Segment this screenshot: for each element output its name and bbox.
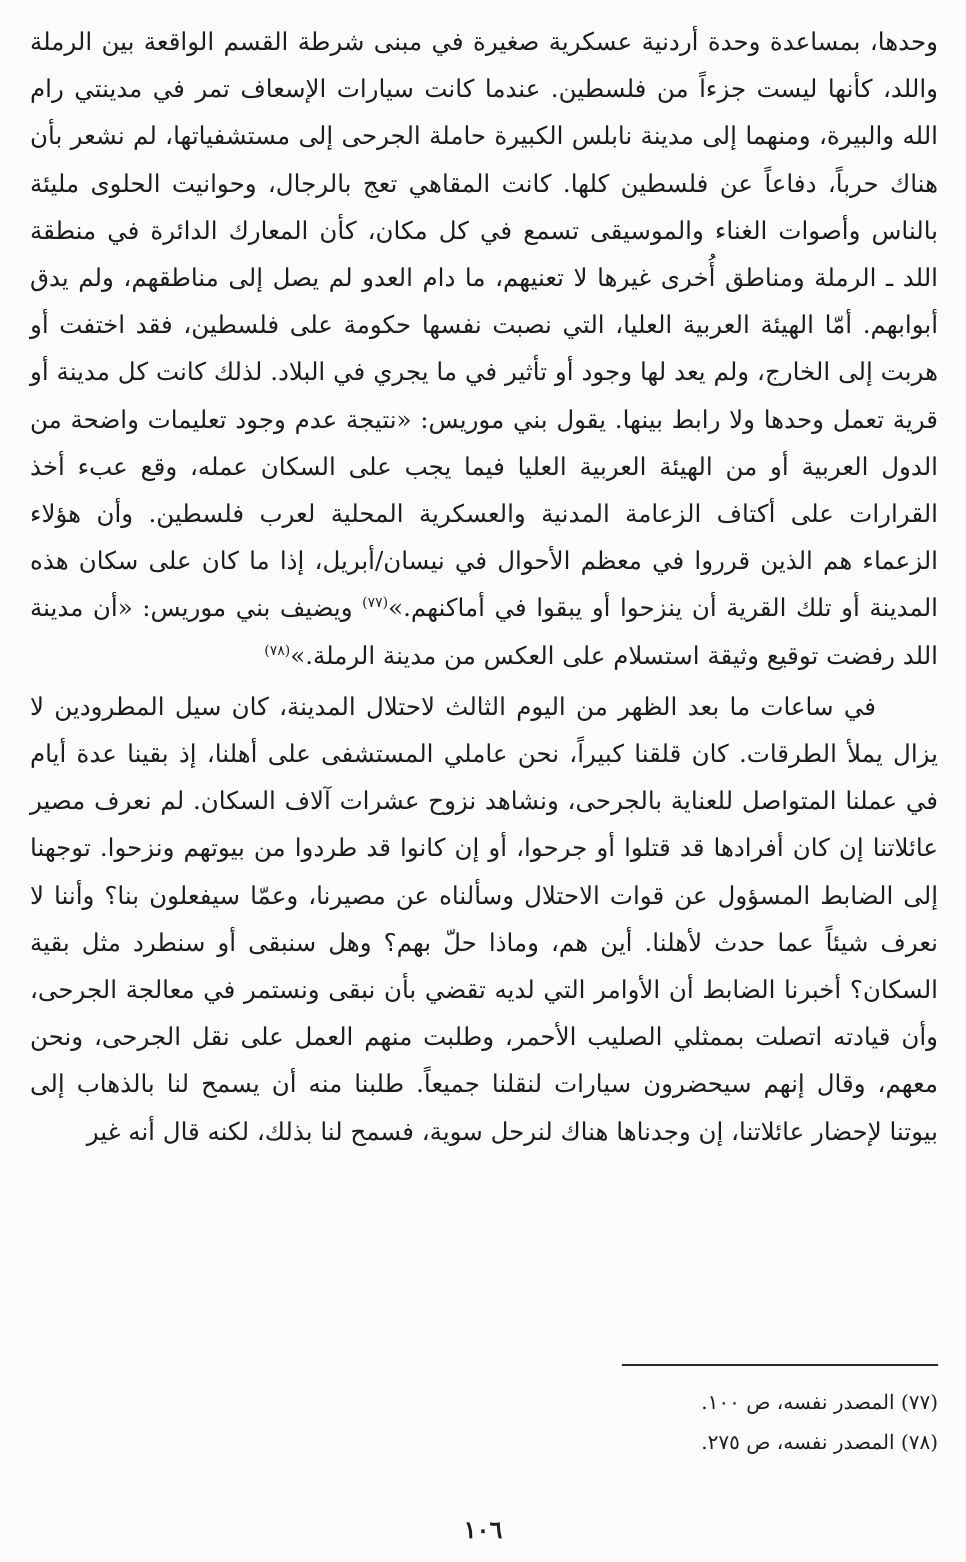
footnotes [338, 1382, 938, 1462]
footnote-ref-78: (٧٨) [264, 642, 291, 659]
footnote-77: (٧٧) المصدر نفسه، ص ١٠٠. [701, 1390, 938, 1414]
paragraph-2: في ساعات ما بعد الظهر من اليوم الثالث لاحتلال المدينة، كان سيل المطرودين لا يزال يملأ الطرقات. كان قلقنا كبيراً، نحن عاملي المستشفى على أهلنا، إذ بقينا عدة أيام في عملنا المتواصل للعناية بالجرحى، ونشاهد نزوح عشرات آلاف السكان. لم نعرف مصير عائلاتنا إن كان أفرادها قد قتلوا أو جرحوا، أو إن كانوا قد طردوا من بيوتهم ونزحوا. توجهنا إلى الضابط المسؤول عن قوات الاحتلال وسألناه عن مصيرنا، وعمّا سيفعلون بنا؟ وأننا لا نعرف شيئاً عما حدث لأهلنا. أين هم، وماذا حلّ بهم؟ وهل سنبقى أو سنطرد مثل بقية السكان؟ أخبرنا الضابط أن الأوامر التي لديه تقضي بأن نبقى ونستمر في معالجة الجرحى، وأن قيادته اتصلت بممثلي الصليب الأحمر، وطلبت منهم العمل على نقل الجرحى، ونحن معهم، وقال إنهم سيحضرون سيارات لنقلنا جميعاً. طلبنا منه أن يسمح لنا بالذهاب إلى بيوتنا لإحضار عائلاتنا، إن وجدناها هناك لنرحل سوية، فسمح لنا بذلك، لكنه قال أنه غير [30, 691, 938, 1146]
paragraph-1-text-b: ويضيف بني موريس: «أن مدينة اللد رفضت توقيع وثيقة استسلام على العكس من مدينة الرملة.» [30, 593, 938, 670]
page-body [30, 18, 938, 1155]
footnote-divider [622, 1364, 938, 1366]
paragraph-1-text-a: وحدها، بمساعدة وحدة أردنية عسكرية صغيرة في مبنى شرطة القسم الواقعة بين الرملة واللد، كأنها ليست جزءاً من فلسطين. عندما كانت سيارات الإسعاف تمر في مدينتي رام الله والبيرة، ومنهما إلى مدينة نابلس الكبيرة حاملة الجرحى إلى مستشفياتها، لم نشعر بأن هناك حرباً، دفاعاً عن فلسطين كلها. كانت المقاهي تعج بالرجال، وحوانيت الحلوى مليئة بالناس وأصوات الغناء والموسيقى تسمع في كل مكان، كأن المعارك الدائرة في منطقة اللد ـ الرملة ومناطق أُخرى غيرها لا تعنيهم، ما دام العدو لم يصل إلى مناطقهم، ولم يدق أبوابهم. أمّا الهيئة العربية العليا، التي نصبت نفسها حكومة على فلسطين، فقد اختفت أو هربت إلى الخارج، ولم يعد لها وجود أو تأثير في ما يجري في البلاد. لذلك كانت كل مدينة أو قرية تعمل وحدها ولا رابط بينها. يقول بني موريس: «نتيجة عدم وجود تعليمات واضحة من الدول العربية أو من الهيئة العربية العليا فيما يجب على السكان عمله، وقع عبء أخذ القرارات على أكتاف الزعامة المدنية والعسكرية المحلية لعرب فلسطين. وأن هؤلاء الزعماء هم الذين قرروا في معظم الأحوال في نيسان/أبريل، إذا ما كان على سكان هذه المدينة أو تلك القرية أن ينزحوا أو يبقوا في أماكنهم.» [30, 27, 938, 623]
paragraph-1 [30, 18, 938, 679]
page-number: ١٠٦ [463, 1515, 503, 1544]
footnote-ref-77: (٧٧) [362, 595, 389, 612]
footnote-78: (٧٨) المصدر نفسه، ص ٢٧٥. [701, 1430, 938, 1454]
